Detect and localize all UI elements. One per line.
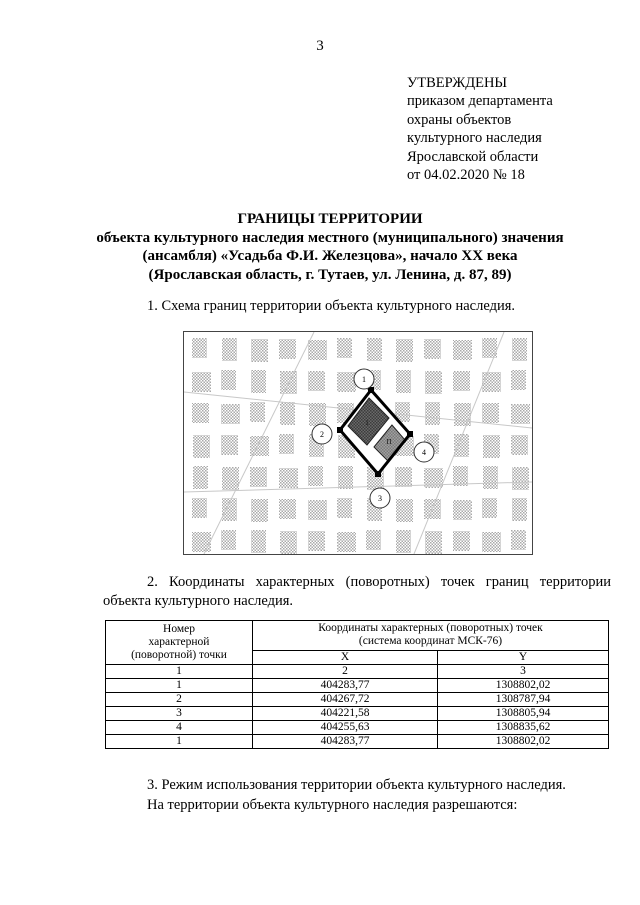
table-cell: 3 <box>438 665 609 679</box>
city-block <box>338 466 353 489</box>
cell-point: 1 <box>106 735 253 749</box>
city-block <box>366 530 381 550</box>
section-2-paragraph <box>103 573 611 610</box>
cell-x: 404221,58 <box>253 707 438 721</box>
approval-line: охраны объектов <box>407 111 512 128</box>
header-line: (поворотной) точки <box>131 649 227 661</box>
city-block <box>251 530 266 553</box>
city-block <box>337 338 352 358</box>
city-block <box>279 468 298 488</box>
cell-y: 1308835,62 <box>438 721 609 735</box>
title-line: (Ярославская область, г. Тутаев, ул. Ленина, д. 87, 89) <box>148 266 512 283</box>
city-block <box>337 532 356 552</box>
building-label: П <box>386 438 392 446</box>
section-1-heading: 1. Схема границ территории объекта культурного наследия. <box>147 298 516 314</box>
document-title <box>40 210 620 284</box>
approval-line: Ярославской области <box>407 148 539 165</box>
city-block <box>425 531 442 554</box>
approval-line: от 04.02.2020 № 18 <box>407 167 525 184</box>
city-block <box>222 338 237 361</box>
city-block <box>512 498 527 521</box>
city-block <box>482 498 497 518</box>
city-block <box>251 339 268 362</box>
city-block <box>395 467 412 487</box>
city-block <box>221 370 236 390</box>
city-block <box>192 498 207 518</box>
city-block <box>192 532 211 552</box>
map-svg <box>184 332 532 554</box>
city-block <box>337 372 356 392</box>
city-block <box>453 466 468 486</box>
city-block <box>511 530 526 550</box>
table-row <box>106 721 609 735</box>
table-numbering-row <box>106 665 609 679</box>
title-heading: ГРАНИЦЫ ТЕРРИТОРИИ <box>237 211 423 227</box>
city-block <box>279 434 294 454</box>
coordinates-table <box>105 620 609 749</box>
city-block <box>367 338 382 361</box>
table-cell: 2 <box>253 665 438 679</box>
city-block <box>193 435 210 458</box>
city-block <box>280 531 297 554</box>
city-block <box>192 403 209 423</box>
header-line: Номер <box>163 623 195 635</box>
table-cell: 1 <box>106 665 253 679</box>
city-block <box>482 403 499 423</box>
cell-x: 404267,72 <box>253 693 438 707</box>
cell-x: 404283,77 <box>253 735 438 749</box>
city-block <box>308 340 327 360</box>
table-row <box>106 735 609 749</box>
city-block <box>512 467 529 490</box>
table-row <box>106 679 609 693</box>
section-3-heading: 3. Режим использования территории объекта культурного наследия. <box>147 777 566 793</box>
city-block <box>453 500 472 520</box>
city-block <box>280 402 295 425</box>
city-block <box>453 340 472 360</box>
approval-line: УТВЕРЖДЕНЫ <box>407 75 508 91</box>
city-block <box>250 467 267 487</box>
city-block <box>250 436 269 456</box>
cell-y: 1308802,02 <box>438 679 609 693</box>
city-block <box>337 498 352 518</box>
table-row <box>106 707 609 721</box>
cell-x: 404255,63 <box>253 721 438 735</box>
city-block <box>512 338 527 361</box>
city-block <box>482 532 501 552</box>
city-block <box>308 371 325 391</box>
city-block <box>279 499 296 519</box>
title-line: объекта культурного наследия местного (муниципального) значения <box>96 229 564 246</box>
cell-point: 3 <box>106 707 253 721</box>
city-block <box>396 370 411 393</box>
table-row <box>106 693 609 707</box>
city-block <box>454 403 471 426</box>
allowed-uses-line: На территории объекта культурного наследия разрешаются: <box>147 797 518 813</box>
approval-block <box>407 74 553 184</box>
city-block <box>193 466 208 489</box>
approval-line: приказом департамента <box>407 93 553 110</box>
city-block <box>396 530 411 553</box>
city-block <box>483 435 500 458</box>
cell-y: 1308787,94 <box>438 693 609 707</box>
point-label: 4 <box>422 448 426 457</box>
city-block <box>308 500 327 520</box>
city-block <box>221 404 240 424</box>
city-block <box>511 404 530 424</box>
city-block <box>483 466 498 489</box>
city-block <box>453 371 470 391</box>
section-2-line: 2. Координаты характерных (поворотных) точек границ территории <box>147 574 611 590</box>
city-block <box>425 402 440 425</box>
city-block <box>511 370 526 390</box>
header-point-number <box>106 621 253 665</box>
building-label: 1 <box>365 419 369 427</box>
section-2-line: объекта культурного наследия. <box>103 592 294 609</box>
cell-point: 1 <box>106 679 253 693</box>
city-block <box>221 530 236 550</box>
title-line: (ансамбля) «Усадьба Ф.И. Железцова», начало XX века <box>142 248 518 264</box>
city-block <box>250 402 265 422</box>
city-block <box>482 372 501 392</box>
point-label: 3 <box>378 494 382 503</box>
page-number: 3 <box>316 38 324 54</box>
cell-y: 1308802,02 <box>438 735 609 749</box>
city-block <box>251 370 266 393</box>
city-block <box>396 499 413 522</box>
city-block <box>251 499 268 522</box>
city-block <box>453 531 470 551</box>
header-x: X <box>253 650 438 664</box>
cell-x: 404283,77 <box>253 679 438 693</box>
city-block <box>192 338 207 358</box>
boundary-map <box>183 331 533 555</box>
city-block <box>425 371 442 394</box>
cell-point: 4 <box>106 721 253 735</box>
header-coordinates <box>253 621 609 651</box>
city-block <box>308 531 325 551</box>
city-block <box>396 339 413 362</box>
approval-line: культурного наследия <box>407 130 542 147</box>
header-line: Координаты характерных (поворотных) точек <box>318 622 543 635</box>
cell-y: 1308805,94 <box>438 707 609 721</box>
header-y: Y <box>438 650 609 664</box>
city-block <box>279 339 296 359</box>
header-line: (система координат МСК-76) <box>358 635 503 648</box>
city-block <box>308 466 323 486</box>
city-block <box>221 435 238 455</box>
city-block <box>192 372 211 392</box>
point-label: 1 <box>362 375 366 384</box>
table-header-row <box>106 621 609 651</box>
point-label: 2 <box>320 430 324 439</box>
cell-point: 2 <box>106 693 253 707</box>
city-block <box>222 467 239 490</box>
city-block <box>511 435 528 455</box>
header-line: характерной <box>148 636 210 648</box>
city-block <box>424 339 441 359</box>
